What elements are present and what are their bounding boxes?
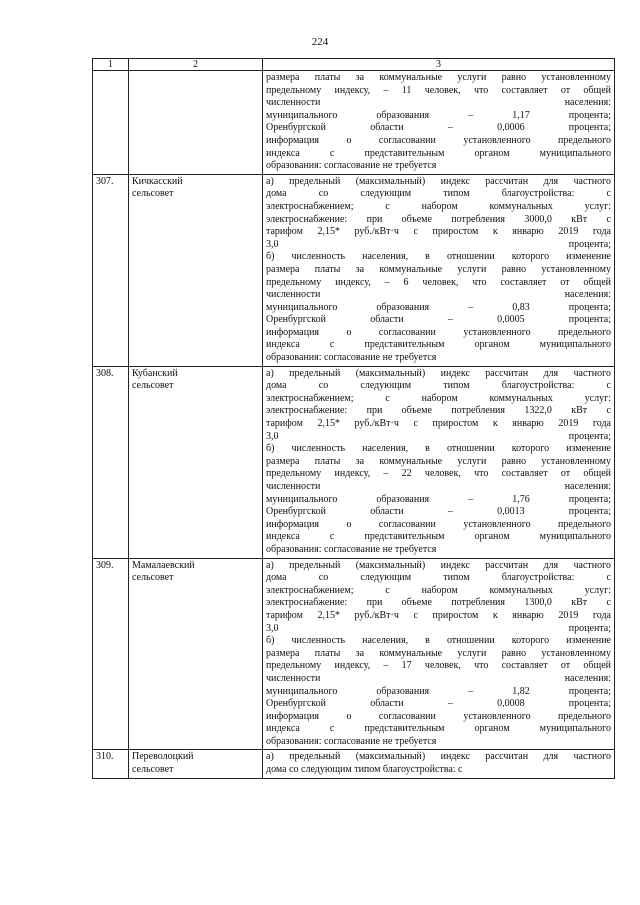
text-line: а) предельный (максимальный) индекс рассчитан для частного [266, 559, 611, 571]
row-number: 310. [93, 750, 129, 778]
text-line: электроснабжением; с набором коммунальных услуг: [266, 584, 611, 596]
municipality-name [129, 71, 263, 175]
page-number: 224 [311, 36, 329, 48]
text-line: электроснабжение: при объеме потребления 1322,0 кВт с [266, 405, 611, 417]
municipality-name-line: сельсовет [132, 572, 174, 584]
text-line: муниципального образования – 1,76 процента; [266, 493, 611, 505]
municipality-name-line: Переволоцкий [132, 751, 194, 763]
text-line: муниципального образования – 0,83 процента; [266, 301, 611, 313]
table-row [93, 366, 615, 558]
text-line: муниципального образования – 1,17 процента; [266, 109, 611, 121]
text-line: образования: согласование не требуется [266, 352, 437, 364]
municipality-name [129, 558, 263, 750]
municipality-name-line: Мамалаевский [132, 559, 195, 571]
text-line: Оренбургской области – 0,0008 процента; [266, 698, 611, 710]
text-line: Оренбургской области – 0,0013 процента; [266, 506, 611, 518]
text-line: информация о согласовании установленного предельного [266, 518, 611, 530]
text-line: предельному индексу, – 17 человек, что составляет от общей [266, 660, 611, 672]
row-number: 307. [93, 174, 129, 366]
text-line: тарифом 2,15* руб./кВт·ч с приростом к январю 2019 года [266, 609, 611, 621]
row-number: 309. [93, 558, 129, 750]
text-line: размера платы за коммунальные услуги равно установленному [266, 647, 611, 659]
municipality-name-line: Кичкасский [132, 175, 183, 187]
text-line: электроснабжение: при объеме потребления 3000,0 кВт с [266, 213, 611, 225]
row-number: 308. [93, 366, 129, 558]
text-line: 3,0 процента; [266, 238, 611, 250]
row-description [263, 558, 615, 750]
municipality-name [129, 366, 263, 558]
text-line: электроснабжением; с набором коммунальных услуг: [266, 392, 611, 404]
text-line: 3,0 процента; [266, 622, 611, 634]
header-col-2: 2 [129, 59, 263, 71]
text-line: электроснабжение: при объеме потребления 1300,0 кВт с [266, 597, 611, 609]
text-line: Оренбургской области – 0,0005 процента; [266, 314, 611, 326]
text-line: размера платы за коммунальные услуги равно установленному [266, 263, 611, 275]
row-description [263, 174, 615, 366]
text-line: муниципального образования – 1,82 процента; [266, 685, 611, 697]
text-line: образования: согласование не требуется [266, 543, 437, 555]
table-row [93, 558, 615, 750]
text-line: а) предельный (максимальный) индекс рассчитан для частного [266, 367, 611, 379]
text-line: тарифом 2,15* руб./кВт·ч с приростом к январю 2019 года [266, 418, 611, 430]
text-line: численности населения: [266, 289, 611, 301]
text-line: 3,0 процента; [266, 430, 611, 442]
municipality-name-line: Кубанский [132, 367, 178, 379]
text-line: индекса с представительным органом муниципального [266, 531, 611, 543]
text-line: Оренбургской области – 0,0006 процента; [266, 122, 611, 134]
text-line: предельному индексу, – 11 человек, что составляет от общей [266, 84, 611, 96]
text-line: дома со следующим типом благоустройства: с [266, 764, 463, 776]
text-line: предельному индексу, – 6 человек, что составляет от общей [266, 276, 611, 288]
text-line: информация о согласовании установленного предельного [266, 134, 611, 146]
text-line: индекса с представительным органом муниципального [266, 723, 611, 735]
text-line: тарифом 2,15* руб./кВт·ч с приростом к январю 2019 года [266, 226, 611, 238]
text-line: численности населения: [266, 97, 611, 109]
text-line: б) численность населения, в отношении которого изменение [266, 635, 611, 647]
municipality-name-line: сельсовет [132, 188, 174, 200]
text-line: образования: согласование не требуется [266, 735, 437, 747]
text-line: образования: согласование не требуется [266, 160, 437, 172]
text-line: предельному индексу, – 22 человек, что составляет от общей [266, 468, 611, 480]
text-line: численности населения: [266, 481, 611, 492]
text-line: индекса с представительным органом муниципального [266, 147, 611, 159]
text-line: б) численность населения, в отношении которого изменение [266, 443, 611, 455]
text-line: информация о согласовании установленного предельного [266, 710, 611, 722]
text-line: информация о согласовании установленного предельного [266, 326, 611, 338]
row-description [263, 366, 615, 558]
text-line: размера платы за коммунальные услуги равно установленному [266, 72, 611, 83]
row-description [263, 750, 615, 778]
continuation-row [93, 71, 615, 175]
municipality-name-line: сельсовет [132, 380, 174, 392]
table-row [93, 750, 615, 778]
municipality-name [129, 750, 263, 778]
text-line: б) численность населения, в отношении которого изменение [266, 251, 611, 263]
text-line: электроснабжением; с набором коммунальных услуг: [266, 200, 611, 212]
text-line: а) предельный (максимальный) индекс рассчитан для частного [266, 751, 611, 763]
text-line: а) предельный (максимальный) индекс рассчитан для частного [266, 175, 611, 187]
municipality-name-line: сельсовет [132, 764, 174, 776]
text-line: индекса с представительным органом муниципального [266, 339, 611, 351]
index-table [92, 58, 615, 779]
header-col-1: 1 [93, 59, 129, 71]
text-line: дома со следующим типом благоустройства: с [266, 572, 611, 584]
text-line: численности населения: [266, 672, 611, 684]
municipality-name [129, 174, 263, 366]
table-header-row [93, 59, 615, 71]
header-col-3: 3 [263, 59, 615, 71]
table-row [93, 174, 615, 366]
text-line: дома со следующим типом благоустройства: с [266, 380, 611, 392]
row-description [263, 71, 615, 175]
text-line: дома со следующим типом благоустройства: с [266, 188, 611, 200]
row-number [93, 71, 129, 175]
text-line: размера платы за коммунальные услуги равно установленному [266, 455, 611, 467]
